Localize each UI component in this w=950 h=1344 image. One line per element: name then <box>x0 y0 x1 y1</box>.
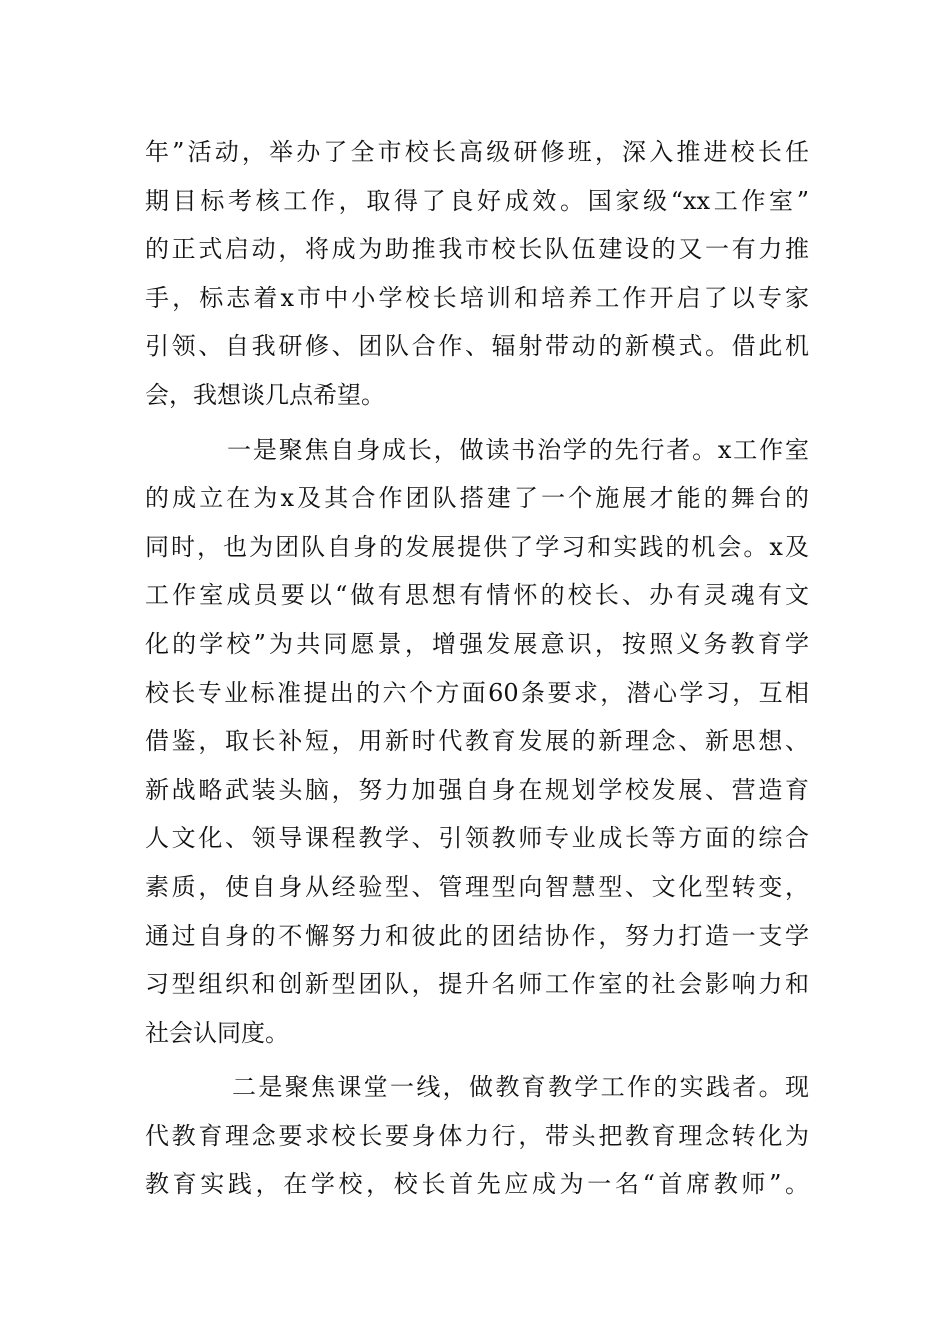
text-line: 人文化、领导课程教学、引领教师专业成长等方面的综合 <box>145 824 809 853</box>
text-line: 的成立在为x及其合作团队搭建了一个施展才能的舞台的 <box>145 484 809 513</box>
paragraph-3 <box>145 1063 809 1209</box>
text-line: 工作室成员要以“做有思想有情怀的校长、办有灵魂有文 <box>145 581 809 610</box>
text-line: 教育实践，在学校，校长首先应成为一名“首席教师”。 <box>145 1170 809 1199</box>
document-body <box>145 128 809 1209</box>
text-line: 会，我想谈几点希望。 <box>145 380 385 409</box>
text-line: 借鉴，取长补短，用新时代教育发展的新理念、新思想、 <box>145 727 809 756</box>
text-line: 年”活动，举办了全市校长高级研修班，深入推进校长任 <box>145 138 809 166</box>
text-line: 通过自身的不懈努力和彼此的团结协作，努力打造一支学 <box>145 921 809 950</box>
text-line: 同时，也为团队自身的发展提供了学习和实践的机会。x及 <box>145 532 809 561</box>
paragraph-1 <box>145 128 809 420</box>
text-line: 一是聚焦自身成长，做读书治学的先行者。x工作室 <box>227 435 809 464</box>
text-line: 新战略武装头脑，努力加强自身在规划学校发展、营造育 <box>145 775 809 804</box>
text-line: 代教育理念要求校长要身体力行，带头把教育理念转化为 <box>145 1121 809 1150</box>
text-line: 习型组织和创新型团队，提升名师工作室的社会影响力和 <box>145 970 809 999</box>
text-line: 的正式启动，将成为助推我市校长队伍建设的又一有力推 <box>145 235 809 264</box>
text-line: 二是聚焦课堂一线，做教育教学工作的实践者。现 <box>232 1073 809 1102</box>
text-line: 化的学校”为共同愿景，增强发展意识，按照义务教育学 <box>145 629 809 658</box>
paragraph-2 <box>145 426 809 1058</box>
text-line: 素质，使自身从经验型、管理型向智慧型、文化型转变， <box>145 872 809 901</box>
text-line: 期目标考核工作，取得了良好成效。国家级“xx工作室” <box>145 186 809 215</box>
text-line: 引领、自我研修、团队合作、辐射带动的新模式。借此机 <box>145 332 809 361</box>
text-line: 手，标志着x市中小学校长培训和培养工作开启了以专家 <box>145 283 809 312</box>
text-line: 社会认同度。 <box>145 1018 289 1047</box>
text-line: 校长专业标准提出的六个方面60条要求，潜心学习，互相 <box>145 678 809 707</box>
